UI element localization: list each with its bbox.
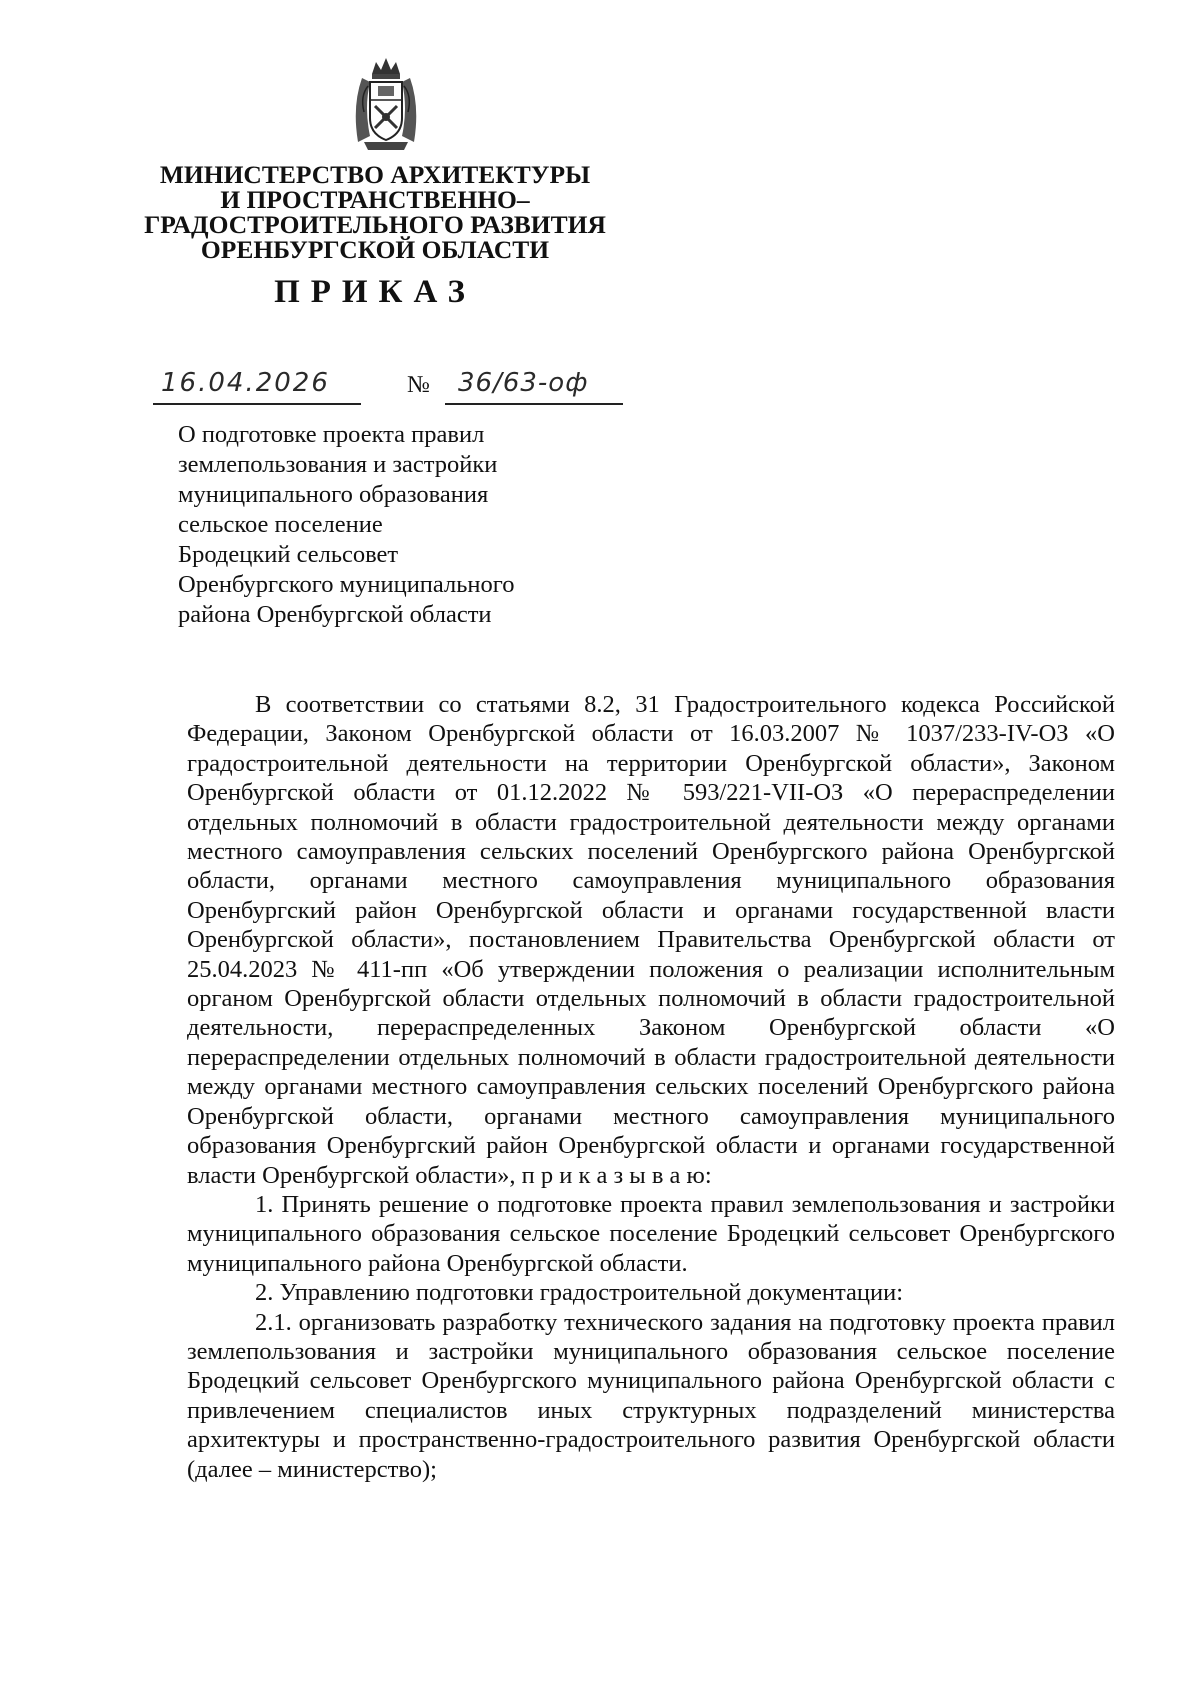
subject-line: района Оренбургской области [178, 601, 492, 628]
subject-line: Бродецкий сельсовет [178, 541, 399, 568]
subject-line: муниципального образования [178, 481, 489, 508]
order-date: 16.04.2026 [161, 368, 330, 398]
subject-line: О подготовке проекта правил [178, 421, 485, 448]
preamble-paragraph: В соответствии со статьями 8.2, 31 Градостроительного кодекса Российской Федерации, Законом Оренбургской области от 16.03.2007 № 1037/233-IV-ОЗ «О градостроительной деятельности на территории Оренбургской области», Законом Оренбургской области от 01.12.2022 № 593/221-VII-ОЗ «О перераспределении отдельных полномочий в области градостроительной деятельности между органами местного самоуправления сельских поселений Оренбургского района Оренбургской области, органами местного самоуправления муниципального образования Оренбургский район Оренбургской области и органами государственной власти Оренбургской области», постановлением Правительства Оренбургской области от 25.04.2023 № 411-пп «Об утверждении положения о реализации исполнительным органом Оренбургской области отдельных полномочий в области градостроительной деятельности, перераспределенных Законом Оренбургской области «О перераспределении отдельных полномочий в области градостроительной деятельности между органами местного самоуправления сельских поселений Оренбургского района Оренбургской области, органами местного самоуправления муниципального образования Оренбургский район Оренбургской области и органами государственной власти Оренбургской области», п р и к а з ы в а ю: [187, 691, 1115, 1189]
number-underline [445, 403, 623, 405]
coat-of-arms-emblem [348, 56, 424, 152]
item-1-paragraph: 1. Принять решение о подготовке проекта правил землепользования и застройки муниципального образования сельское поселение Бродецкий сельсовет Оренбургского муниципального района Оренбургской области. [187, 1190, 1115, 1277]
ministry-name [140, 162, 610, 262]
order-number: 36/63-оф [458, 368, 589, 398]
date-underline [153, 403, 361, 405]
subject-line: Оренбургского муниципального [178, 571, 515, 598]
ministry-line: ГРАДОСТРОИТЕЛЬНОГО РАЗВИТИЯ [144, 210, 606, 239]
item-2-paragraph: 2. Управлению подготовки градостроительной документации: [255, 1279, 904, 1307]
subject-line: землепользования и застройки [178, 451, 498, 478]
ministry-line: МИНИСТЕРСТВО АРХИТЕКТУРЫ [159, 160, 591, 189]
document-type-title: ПРИКАЗ [274, 274, 476, 310]
order-subject [178, 420, 598, 630]
order-number-label: № [407, 372, 430, 398]
order-date-number-line [153, 368, 623, 408]
ministry-line: ОРЕНБУРГСКОЙ ОБЛАСТИ [200, 235, 550, 264]
subject-line: сельское поселение [178, 511, 383, 538]
ministry-line: И ПРОСТРАНСТВЕННО– [220, 185, 530, 214]
coat-of-arms-icon [348, 56, 424, 152]
item-2-1-paragraph: 2.1. организовать разработку технического задания на подготовку проекта правил землепользования и застройки муниципального образования сельское поселение Бродецкий сельсовет Оренбургского муниципального района Оренбургской области с привлечением специалистов иных структурных подразделений министерства архитектуры и пространственно-градостроительного развития Оренбургской области (далее – министерство); [187, 1308, 1115, 1483]
order-body [187, 690, 1115, 1484]
